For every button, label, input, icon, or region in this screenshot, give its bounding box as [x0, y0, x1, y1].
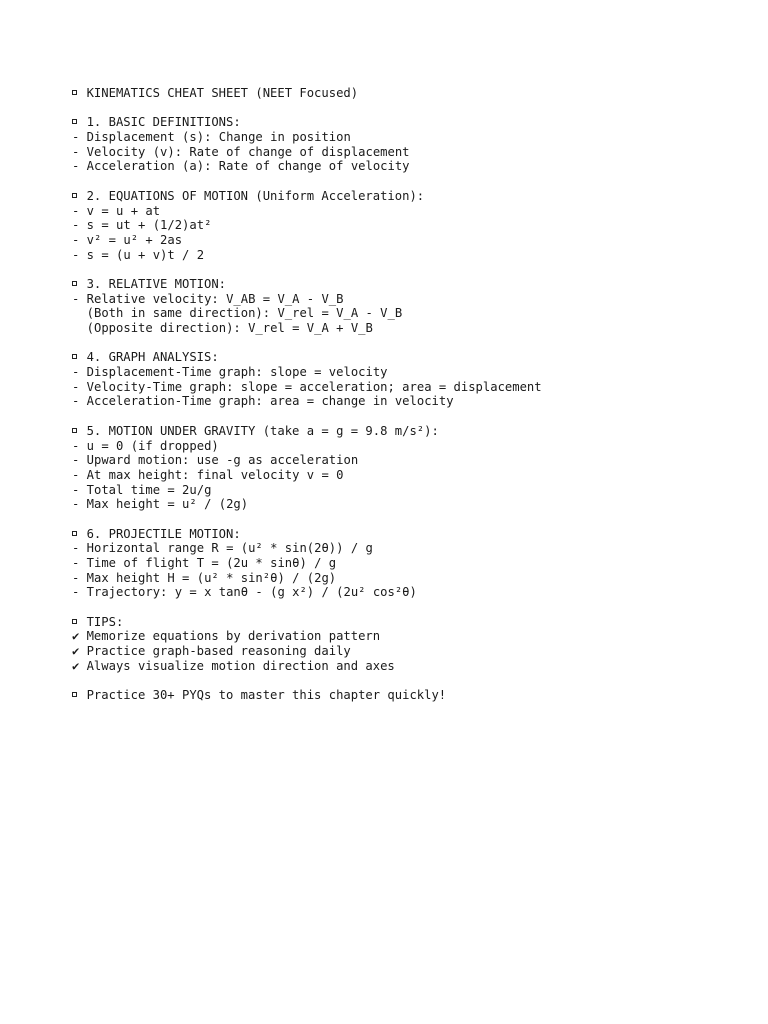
list-item: - v = u + at	[72, 203, 161, 218]
list-item: - At max height: final velocity v = 0	[72, 467, 344, 482]
box-icon	[72, 688, 87, 703]
section-heading: 1. BASIC DEFINITIONS:	[72, 115, 732, 130]
checkmark-icon: ✔	[72, 658, 80, 673]
checkmark-icon: ✔	[72, 629, 80, 644]
list-item: - Displacement-Time graph: slope = velocity	[72, 365, 388, 380]
cheat-sheet-document	[72, 86, 732, 703]
box-icon	[72, 115, 87, 130]
box-icon	[72, 424, 87, 439]
list-item: (Both in same direction): V_rel = V_A - V_B	[72, 306, 403, 321]
footer-line	[72, 688, 732, 703]
document-title: KINEMATICS CHEAT SHEET (NEET Focused)	[86, 86, 359, 100]
box-icon	[72, 189, 87, 204]
section-heading: 3. RELATIVE MOTION:	[72, 277, 732, 292]
list-item: - Max height H = (u² * sin²θ) / (2g)	[72, 570, 337, 585]
list-item: - Acceleration-Time graph: area = change in velocity	[72, 394, 454, 409]
checkmark-icon: ✔	[72, 644, 80, 659]
section-heading: 2. EQUATIONS OF MOTION (Uniform Acceleration):	[72, 189, 732, 204]
box-icon	[72, 86, 87, 101]
list-item: - Velocity-Time graph: slope = acceleration; area = displacement	[72, 379, 542, 394]
tip-item: ✔ Practice graph-based reasoning daily	[72, 644, 351, 659]
list-item: - Trajectory: y = x tanθ - (g x²) / (2u² cos²θ)	[72, 585, 417, 600]
section-heading: TIPS:	[72, 615, 732, 630]
tip-item: ✔ Always visualize motion direction and axes	[72, 658, 395, 673]
section-tips	[72, 615, 732, 674]
list-item: - u = 0 (if dropped)	[72, 438, 219, 453]
list-item: - s = ut + (1/2)at²	[72, 218, 212, 233]
list-item: - v² = u² + 2as	[72, 232, 183, 247]
list-item: - Relative velocity: V_AB = V_A - V_B	[72, 291, 344, 306]
section-equations-of-motion	[72, 189, 732, 262]
document-title-line	[72, 86, 732, 101]
section-heading: 5. MOTION UNDER GRAVITY (take a = g = 9.8 m/s²):	[72, 424, 732, 439]
list-item: - Displacement (s): Change in position	[72, 130, 351, 145]
section-projectile-motion	[72, 527, 732, 600]
box-icon	[72, 615, 87, 630]
section-heading: 4. GRAPH ANALYSIS:	[72, 350, 732, 365]
section-basic-definitions	[72, 115, 732, 174]
list-item: - Horizontal range R = (u² * sin(2θ)) / g	[72, 541, 373, 556]
list-item: - Velocity (v): Rate of change of displacement	[72, 144, 410, 159]
list-item: - s = (u + v)t / 2	[72, 247, 205, 262]
footer-text: Practice 30+ PYQs to master this chapter quickly!	[86, 688, 447, 703]
box-icon	[72, 527, 87, 542]
list-item: - Total time = 2u/g	[72, 482, 212, 497]
box-icon	[72, 277, 87, 292]
section-motion-under-gravity	[72, 424, 732, 512]
list-item: - Max height = u² / (2g)	[72, 497, 249, 512]
section-relative-motion	[72, 277, 732, 336]
list-item: - Upward motion: use -g as acceleration	[72, 453, 359, 468]
list-item: - Time of flight T = (2u * sinθ) / g	[72, 556, 337, 570]
section-graph-analysis	[72, 350, 732, 409]
list-item: (Opposite direction): V_rel = V_A + V_B	[72, 321, 373, 335]
section-heading: 6. PROJECTILE MOTION:	[72, 527, 732, 542]
tip-item: ✔ Memorize equations by derivation pattern	[72, 629, 381, 644]
list-item: - Acceleration (a): Rate of change of velocity	[72, 159, 410, 174]
box-icon	[72, 350, 87, 365]
